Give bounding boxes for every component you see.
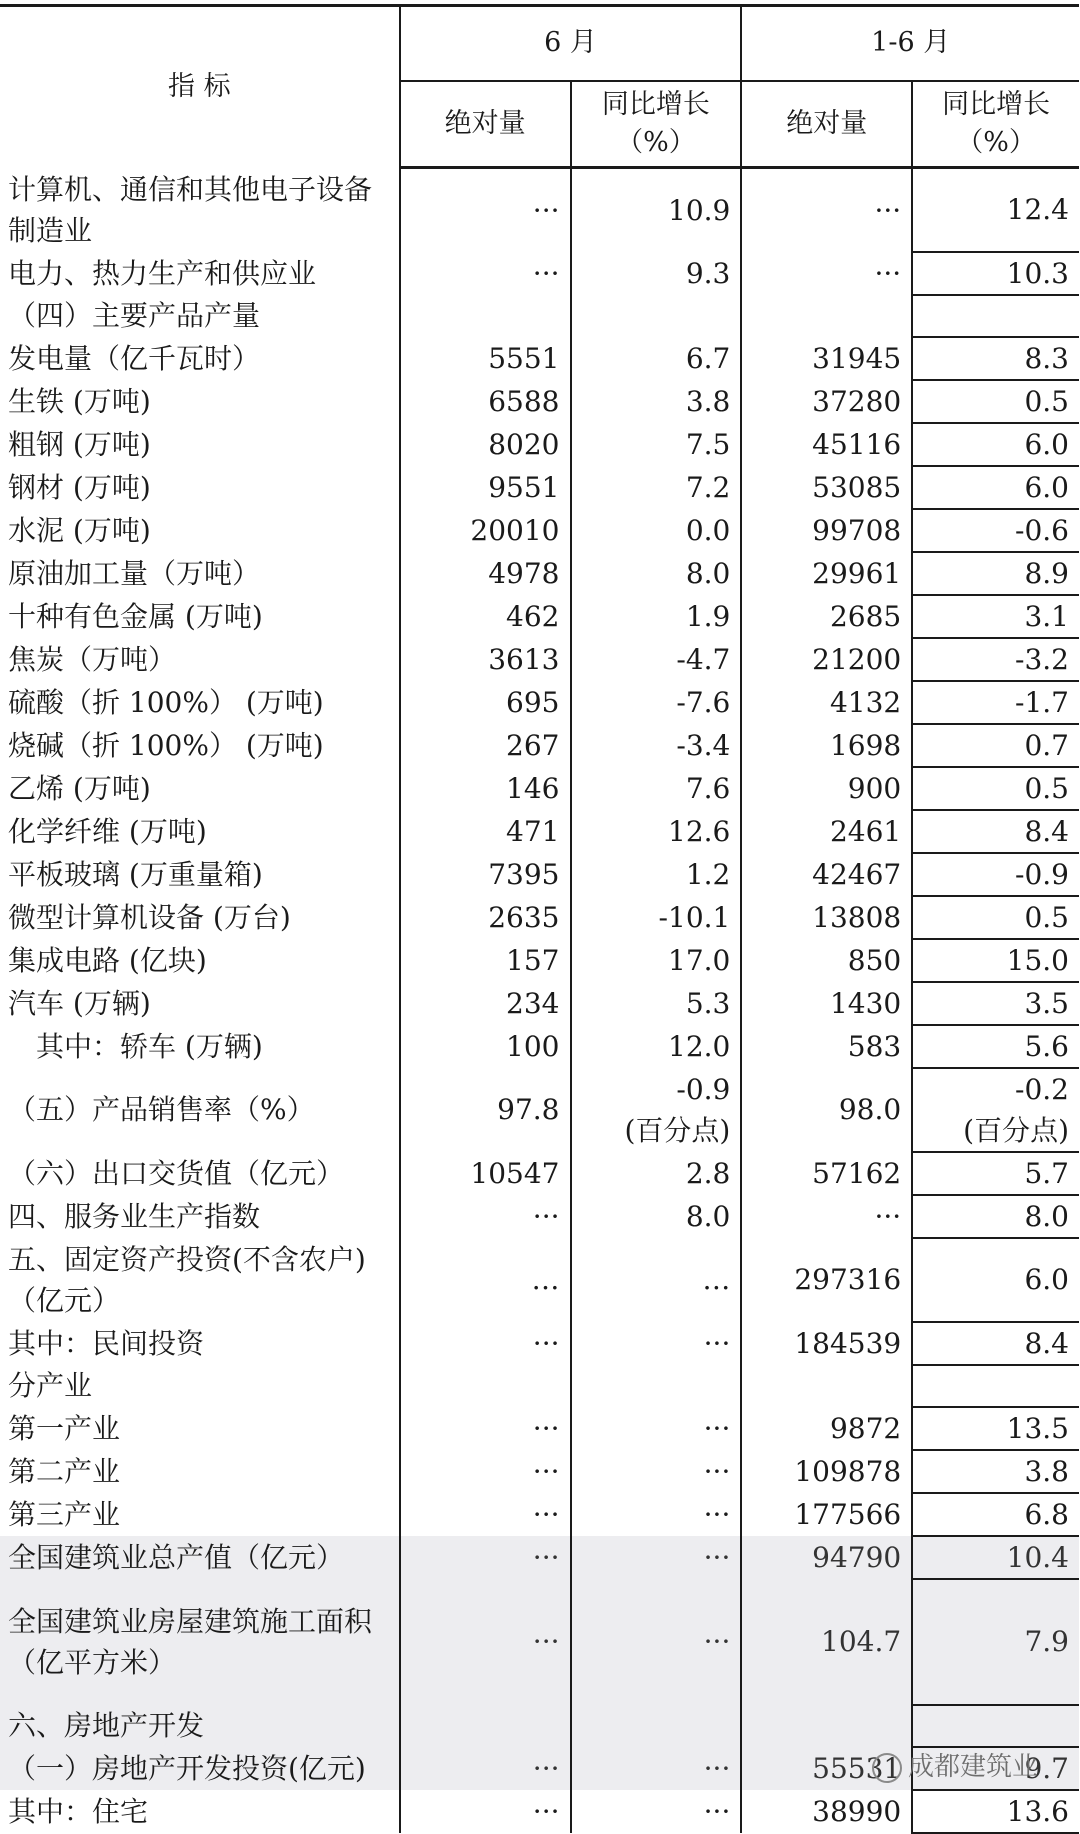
row-value: ··· xyxy=(400,1747,571,1790)
row-value: 1.2 xyxy=(571,853,742,896)
row-value: 109878 xyxy=(794,1454,902,1488)
row-value: 12.0 xyxy=(571,1025,742,1068)
table-row xyxy=(0,168,1079,252)
table-row xyxy=(0,1493,1079,1536)
row-value: 45116 xyxy=(812,427,902,461)
table-row xyxy=(0,724,1079,767)
row-value: 3.8 xyxy=(912,1450,1079,1493)
row-value: -3.2 xyxy=(912,638,1079,681)
yoy-header-unit: （%） xyxy=(616,126,696,158)
table-row xyxy=(0,767,1079,810)
table-row xyxy=(0,1152,1079,1195)
row-value xyxy=(400,295,571,337)
row-value: 6.8 xyxy=(912,1493,1079,1536)
absolute-header: 绝对量 xyxy=(741,81,912,168)
row-value xyxy=(741,1365,912,1407)
yoy-header-text: 同比增长 xyxy=(942,88,1051,120)
watermark-text: 成都建筑业 xyxy=(908,1752,1039,1782)
row-label: 钢材 (万吨) xyxy=(0,466,400,509)
row-label: 发电量（亿千瓦时） xyxy=(0,337,400,380)
table-row xyxy=(0,896,1079,939)
row-label: 原油加工量（万吨） xyxy=(0,552,400,595)
yoy-header-unit: （%） xyxy=(956,126,1036,158)
row-value: 20010 xyxy=(400,509,571,552)
row-value: 1.9 xyxy=(571,595,742,638)
table-row xyxy=(0,552,1079,595)
row-label: 集成电路 (亿块) xyxy=(0,939,400,982)
row-value: 31945 xyxy=(812,341,902,375)
row-label: （六）出口交货值（亿元） xyxy=(0,1152,400,1195)
row-value: 8020 xyxy=(400,423,571,466)
row-value xyxy=(571,295,742,337)
row-value: 5.7 xyxy=(912,1152,1079,1195)
row-value: 177566 xyxy=(794,1497,902,1531)
row-value: ··· xyxy=(400,1195,571,1238)
row-value: -0.9 xyxy=(912,853,1079,896)
row-value xyxy=(912,1705,1079,1747)
row-value: 267 xyxy=(400,724,571,767)
row-value: 3613 xyxy=(400,638,571,681)
row-value: -10.1 xyxy=(571,896,742,939)
row-value: ··· xyxy=(400,252,571,295)
row-value: 8.9 xyxy=(912,552,1079,595)
row-label: 水泥 (万吨) xyxy=(0,509,400,552)
row-value: -1.7 xyxy=(912,681,1079,724)
row-value: 21200 xyxy=(812,642,902,676)
row-value: … xyxy=(400,1238,571,1322)
table-row xyxy=(0,1790,1079,1833)
row-label: 第二产业 xyxy=(0,1450,400,1493)
row-value: 0.7 xyxy=(912,724,1079,767)
row-value: 8.0 xyxy=(912,1195,1079,1238)
row-value: 5551 xyxy=(400,337,571,380)
row-value: 13.6 xyxy=(912,1790,1079,1833)
row-value: 57162 xyxy=(812,1156,902,1190)
row-value: 6.7 xyxy=(571,337,742,380)
table-row xyxy=(0,1322,1079,1365)
row-value: 98.0 xyxy=(838,1093,902,1126)
row-value xyxy=(571,1705,742,1747)
table-row xyxy=(0,295,1079,337)
yoy-header xyxy=(912,81,1079,168)
row-label: 计算机、通信和其他电子设备制造业 xyxy=(0,168,400,252)
row-label: 电力、热力生产和供应业 xyxy=(0,252,400,295)
row-value: 97.8 xyxy=(400,1068,571,1152)
row-value: 184539 xyxy=(794,1326,902,1360)
row-value: ··· xyxy=(874,193,902,227)
row-value: ··· xyxy=(571,1493,742,1536)
row-value: 4132 xyxy=(829,685,902,719)
row-value-with-note xyxy=(912,1068,1079,1152)
row-label: 烧碱（折 100%） (万吨) xyxy=(0,724,400,767)
row-value-with-note xyxy=(571,1068,742,1152)
row-value: 7.9 xyxy=(912,1579,1079,1705)
row-label: 六、房地产开发 xyxy=(0,1705,400,1747)
row-value: ··· xyxy=(400,168,571,252)
row-value: 10.3 xyxy=(912,252,1079,295)
row-value: 0.5 xyxy=(912,380,1079,423)
row-value: 2.8 xyxy=(571,1152,742,1195)
row-value: 2461 xyxy=(829,814,902,848)
row-label: （五）产品销售率（%） xyxy=(0,1068,400,1152)
row-value: 7.6 xyxy=(571,767,742,810)
row-value: 7.5 xyxy=(571,423,742,466)
row-value: 42467 xyxy=(812,857,902,891)
row-label: 汽车 (万辆) xyxy=(0,982,400,1025)
row-value: ··· xyxy=(571,1407,742,1450)
row-label: （四）主要产品产量 xyxy=(0,295,400,337)
yoy-header xyxy=(571,81,742,168)
row-value: 2685 xyxy=(829,599,902,633)
row-value: 9.7 xyxy=(912,1747,1079,1790)
row-value: ··· xyxy=(400,1450,571,1493)
row-value: 0.0 xyxy=(571,509,742,552)
row-label: 粗钢 (万吨) xyxy=(0,423,400,466)
period-june-header: 6 月 xyxy=(400,6,742,81)
table-row xyxy=(0,466,1079,509)
row-value: -0.6 xyxy=(912,509,1079,552)
row-value: 1698 xyxy=(829,728,902,762)
row-value: -0.2 xyxy=(1015,1072,1069,1106)
table-row xyxy=(0,1365,1079,1407)
row-value: -7.6 xyxy=(571,681,742,724)
row-label: 乙烯 (万吨) xyxy=(0,767,400,810)
row-label: 焦炭（万吨） xyxy=(0,638,400,681)
table-row xyxy=(0,1579,1079,1705)
row-value xyxy=(912,1365,1079,1407)
row-label: 其中：轿车 (万辆) xyxy=(0,1025,400,1068)
table-row xyxy=(0,423,1079,466)
row-value: 29961 xyxy=(812,556,902,590)
row-value: 55531 xyxy=(741,1747,912,1790)
row-value: 8.4 xyxy=(912,810,1079,853)
row-value-note: (百分点) xyxy=(963,1113,1069,1147)
table-row xyxy=(0,380,1079,423)
row-value: 583 xyxy=(847,1029,902,1063)
row-value: 4978 xyxy=(400,552,571,595)
table-row xyxy=(0,1238,1079,1322)
row-label: 其中：民间投资 xyxy=(0,1322,400,1365)
table-row xyxy=(0,509,1079,552)
row-value: 10547 xyxy=(400,1152,571,1195)
row-label: 微型计算机设备 (万台) xyxy=(0,896,400,939)
table-row xyxy=(0,1450,1079,1493)
row-value: 234 xyxy=(400,982,571,1025)
row-value: ··· xyxy=(874,1199,902,1233)
row-value: 9.3 xyxy=(571,252,742,295)
table-row xyxy=(0,638,1079,681)
row-label: 全国建筑业房屋建筑施工面积（亿平方米） xyxy=(0,1579,400,1705)
row-value: -3.4 xyxy=(571,724,742,767)
row-label: 平板玻璃 (万重量箱) xyxy=(0,853,400,896)
row-value: ··· xyxy=(571,1747,742,1790)
row-value: 146 xyxy=(400,767,571,810)
row-value: -4.7 xyxy=(571,638,742,681)
table-row xyxy=(0,337,1079,380)
row-value: … xyxy=(571,1238,742,1322)
row-value: ··· xyxy=(400,1536,571,1579)
table-row xyxy=(0,252,1079,295)
table-row xyxy=(0,595,1079,638)
row-value: 1430 xyxy=(829,986,902,1020)
row-label: 硫酸（折 100%） (万吨) xyxy=(0,681,400,724)
row-value: 8.4 xyxy=(912,1322,1079,1365)
row-value: 12.6 xyxy=(571,810,742,853)
row-value: ··· xyxy=(571,1579,742,1705)
row-label: （一）房地产开发投资(亿元) xyxy=(0,1747,400,1790)
row-value: 3.5 xyxy=(912,982,1079,1025)
row-value: ··· xyxy=(571,1322,742,1365)
row-value: 99708 xyxy=(812,513,902,547)
row-value: ··· xyxy=(400,1579,571,1705)
row-value: 0.5 xyxy=(912,767,1079,810)
row-label: 十种有色金属 (万吨) xyxy=(0,595,400,638)
row-label: 五、固定资产投资(不含农户)（亿元） xyxy=(0,1238,400,1322)
row-value xyxy=(571,1365,742,1407)
table-row xyxy=(0,1068,1079,1152)
row-value: 17.0 xyxy=(571,939,742,982)
row-value: ··· xyxy=(400,1322,571,1365)
row-label: 全国建筑业总产值（亿元） xyxy=(0,1536,400,1579)
table-row xyxy=(0,1195,1079,1238)
row-value: 8.3 xyxy=(912,337,1079,380)
row-value: ··· xyxy=(571,1450,742,1493)
row-value: 0.5 xyxy=(912,896,1079,939)
row-label: 分产业 xyxy=(0,1365,400,1407)
row-value: 13808 xyxy=(812,900,902,934)
row-value: 2635 xyxy=(400,896,571,939)
row-value xyxy=(400,1705,571,1747)
row-value: 7395 xyxy=(400,853,571,896)
row-value: 5.3 xyxy=(571,982,742,1025)
row-value: 3.1 xyxy=(912,595,1079,638)
row-value: 6588 xyxy=(400,380,571,423)
row-value: 12.4 xyxy=(912,168,1079,252)
period-jan-jun-header: 1-6 月 xyxy=(741,6,1079,81)
yoy-header-text: 同比增长 xyxy=(601,88,710,120)
row-value: 900 xyxy=(847,771,902,805)
table-row xyxy=(0,1705,1079,1747)
row-label: 化学纤维 (万吨) xyxy=(0,810,400,853)
row-value: 100 xyxy=(400,1025,571,1068)
statistics-table xyxy=(0,4,1079,1834)
row-value: 6.0 xyxy=(912,466,1079,509)
row-value: 104.7 xyxy=(741,1579,912,1705)
row-value: 8.0 xyxy=(571,552,742,595)
row-value xyxy=(741,1705,912,1747)
header-row-periods xyxy=(0,6,1079,81)
row-value: 6.0 xyxy=(912,423,1079,466)
row-value xyxy=(400,1365,571,1407)
row-value: ··· xyxy=(400,1407,571,1450)
row-value xyxy=(741,295,912,337)
row-value xyxy=(912,295,1079,337)
table-row xyxy=(0,1025,1079,1068)
row-value: 157 xyxy=(400,939,571,982)
row-value: 297316 xyxy=(794,1263,902,1296)
row-value: ··· xyxy=(400,1493,571,1536)
watermark xyxy=(872,1746,1038,1783)
row-value: 15.0 xyxy=(912,939,1079,982)
row-label: 第三产业 xyxy=(0,1493,400,1536)
indicator-header: 指 标 xyxy=(0,6,400,168)
row-value: 9551 xyxy=(400,466,571,509)
row-value: 695 xyxy=(400,681,571,724)
row-value: ··· xyxy=(571,1790,742,1833)
row-value: 462 xyxy=(400,595,571,638)
row-label: 生铁 (万吨) xyxy=(0,380,400,423)
row-value: 5.6 xyxy=(912,1025,1079,1068)
table-row xyxy=(0,1407,1079,1450)
row-value: 10.4 xyxy=(912,1536,1079,1579)
row-value: -0.9 xyxy=(676,1072,731,1106)
row-value: 53085 xyxy=(812,470,902,504)
row-value: 13.5 xyxy=(912,1407,1079,1450)
row-value: ··· xyxy=(571,1536,742,1579)
row-value: 850 xyxy=(847,943,902,977)
table-row xyxy=(0,1536,1079,1579)
row-value: ··· xyxy=(400,1790,571,1833)
row-value: 471 xyxy=(400,810,571,853)
row-value: 7.2 xyxy=(571,466,742,509)
row-label: 其中：住宅 xyxy=(0,1790,400,1833)
row-value: 37280 xyxy=(812,384,902,418)
row-value: 94790 xyxy=(741,1536,912,1579)
row-value: 9872 xyxy=(829,1411,902,1445)
row-label: 第一产业 xyxy=(0,1407,400,1450)
row-value-note: (百分点) xyxy=(624,1113,731,1147)
absolute-header: 绝对量 xyxy=(400,81,571,168)
table-row xyxy=(0,939,1079,982)
row-value: 10.9 xyxy=(571,168,742,252)
row-label: 四、服务业生产指数 xyxy=(0,1195,400,1238)
wechat-icon xyxy=(872,1753,902,1783)
row-value: 6.0 xyxy=(912,1238,1079,1322)
row-value: ··· xyxy=(874,256,902,290)
table-row xyxy=(0,810,1079,853)
row-value: 3.8 xyxy=(571,380,742,423)
row-value: 38990 xyxy=(812,1794,902,1828)
table-row xyxy=(0,681,1079,724)
table-row xyxy=(0,982,1079,1025)
table-row xyxy=(0,853,1079,896)
row-value: 8.0 xyxy=(571,1195,742,1238)
